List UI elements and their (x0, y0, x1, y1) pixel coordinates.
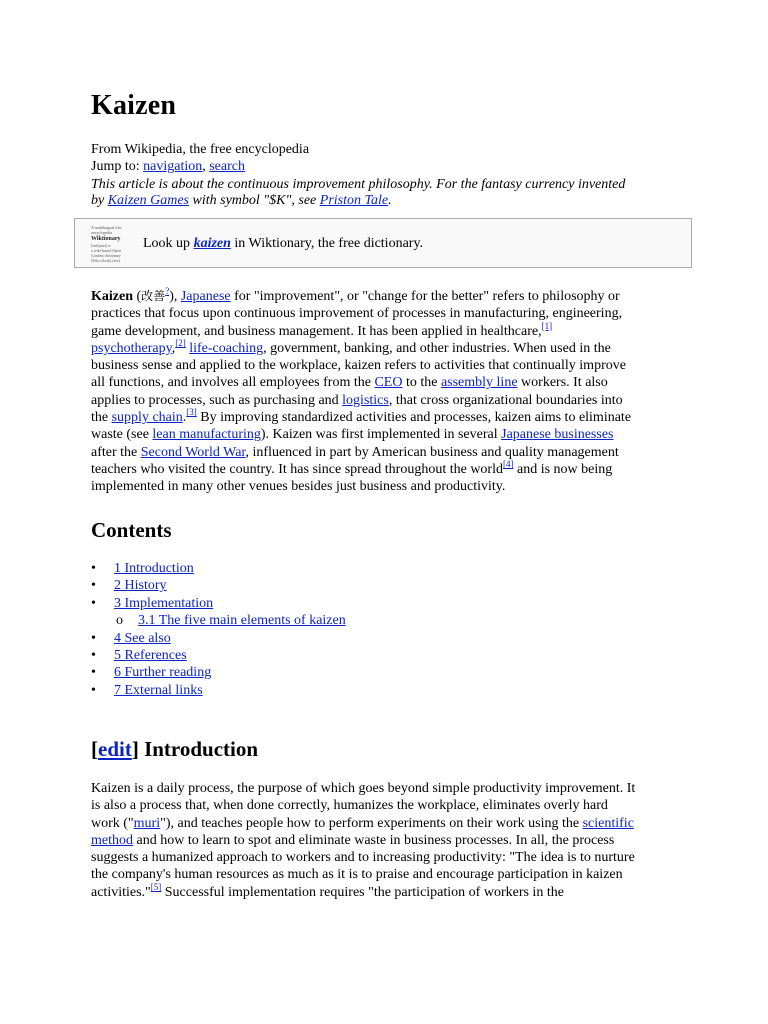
hatnote-line-1: This article is about the continuous improvement philosophy. For the fantasy currency invented (91, 177, 626, 192)
bold-term: Kaizen (91, 289, 133, 304)
wiktionary-suffix: in Wiktionary, the free dictionary. (230, 236, 424, 251)
text: for "improvement", or "change for the better" refers to philosophy or (230, 289, 620, 304)
paragraph-line: implemented in many other venues besides just business and productivity. (91, 479, 506, 495)
hatnote-text: . (388, 193, 392, 208)
supply-chain-link[interactable]: supply chain (111, 410, 183, 426)
bullet: • (91, 647, 96, 663)
text: , influenced in part by American business and quality management (245, 444, 619, 460)
logo-text: A multilingual free (91, 225, 122, 230)
text: ), (169, 289, 181, 304)
jump-links (91, 158, 245, 175)
hatnote-line-2 (91, 192, 392, 209)
logo-text: [wɪkʃənrɪ] n. (91, 243, 112, 248)
introduction-heading (91, 736, 258, 762)
toc-link-introduction[interactable]: 1 Introduction (114, 561, 194, 576)
toc-item (91, 595, 491, 612)
muri-link[interactable]: muri (133, 815, 161, 831)
text: and how to learn to spot and eliminate waste in business processes. In all, the process (133, 832, 615, 848)
text: after the (91, 444, 141, 460)
text: to the (402, 375, 441, 391)
toc-link-history[interactable]: 2 History (114, 578, 167, 594)
paragraph-line (91, 392, 681, 409)
paragraph-line: psychotherapy,[2] life-coaching, government, banking, and other industries. When used in the (91, 337, 611, 356)
paragraph-line: is also a process that, when done correctly, humanizes the workplace, eliminates overly hard (91, 798, 608, 814)
paragraph-line (91, 815, 681, 832)
bracket: ] (131, 737, 139, 761)
toc-item (91, 664, 491, 681)
paragraph-line (91, 881, 681, 901)
bullet: • (91, 630, 96, 646)
jump-prefix: Jump to: (91, 159, 144, 174)
edit-section-link[interactable]: edit (98, 737, 132, 761)
paragraph-line: the supply chain.[3] By improving standardized activities and processes, kaizen aims to eliminate (91, 407, 632, 426)
wiktionary-logo (91, 225, 135, 263)
ceo-link[interactable]: CEO (374, 375, 403, 391)
scientific-method-link[interactable]: method (91, 832, 133, 848)
text: workers. It also (517, 375, 608, 391)
jump-separator: , (202, 159, 210, 174)
psychotherapy-link[interactable]: psychotherapy (91, 340, 172, 356)
assembly-line-link[interactable]: assembly line (440, 375, 518, 391)
reference-link[interactable]: [1] (541, 320, 553, 331)
text: the (91, 410, 112, 426)
logo-text: Content dictionary (91, 253, 121, 258)
reference-link[interactable]: [3] (186, 407, 197, 418)
paragraph-line: practices that focus upon continuous improvement of processes in manufacturing, engineering, (91, 306, 623, 322)
introduction-paragraph (91, 780, 681, 901)
life-coaching-link[interactable]: life-coaching (189, 340, 264, 356)
wiktionary-text (143, 235, 423, 252)
text: "), and teaches people how to perform experiments on their work using the (160, 815, 583, 831)
contents-heading: Contents (91, 518, 172, 542)
paragraph-line (91, 458, 681, 478)
logo-text: a wiki-based Open (91, 248, 121, 253)
paragraph-line (91, 374, 681, 391)
wiktionary-term-link[interactable]: kaizen (193, 236, 231, 251)
text: ). Kaizen was first implemented in several (260, 427, 502, 443)
toc-link-implementation[interactable]: 3 Implementation (114, 595, 214, 611)
bullet: • (91, 561, 96, 576)
toc-item (91, 630, 491, 647)
paragraph-line (91, 426, 681, 443)
bullet: • (91, 665, 96, 681)
scientific-method-link[interactable]: scientific (582, 815, 634, 831)
paragraph-line: the company's human resources as much as it is to praise and encourage participation in kaizen (91, 867, 623, 883)
reference-link[interactable]: [5] (150, 881, 162, 892)
toc-item (91, 647, 491, 664)
text: applies to processes, such as purchasing and (91, 392, 343, 408)
japanese-businesses-link[interactable]: Japanese businesses (501, 427, 614, 443)
kanji-term: 改善 (141, 289, 166, 303)
text: work (" (91, 815, 134, 831)
paragraph-line: business sense and applied to the workplace, kaizen refers to activities that continually improve (91, 358, 626, 374)
toc-link-see-also[interactable]: 4 See also (114, 630, 171, 646)
text: all functions, and involves all employees from the (91, 375, 375, 391)
sub-bullet: o (116, 613, 123, 629)
toc-item (91, 682, 491, 699)
toc-item (91, 577, 491, 594)
text: activities." (91, 884, 151, 900)
wiktionary-box (74, 218, 692, 268)
paragraph-line (91, 288, 681, 305)
jump-navigation-link[interactable]: navigation (143, 159, 203, 174)
toc-link-five-elements[interactable]: 3.1 The five main elements of kaizen (138, 613, 346, 629)
paragraph-line: Kaizen is a daily process, the purpose of which goes beyond simple productivity improvement. It (91, 781, 636, 796)
toc-item (91, 612, 491, 629)
hatnote-text: by (91, 193, 108, 208)
text: By improving standardized activities and processes, kaizen aims to eliminate (196, 410, 632, 426)
reference-link[interactable]: [4] (502, 458, 514, 469)
pronunciation-help-link[interactable]: ? (165, 286, 170, 296)
toc-link-references[interactable]: 5 References (114, 647, 187, 663)
bracket: [ (91, 737, 98, 761)
page-title: Kaizen (91, 90, 177, 121)
priston-tale-link[interactable]: Priston Tale (319, 193, 389, 208)
text: , that cross organizational boundaries into (388, 392, 623, 408)
paragraph-line (91, 444, 681, 461)
lean-manufacturing-link[interactable]: lean manufacturing (152, 427, 261, 443)
text: waste (see (91, 427, 153, 443)
text: ( (133, 289, 142, 304)
paragraph-line: suggests a humanized approach to workers and to increasing productivity: "The idea is to nurture (91, 850, 635, 866)
bullet: • (91, 578, 96, 594)
hatnote-text: with symbol "$K", see (189, 193, 320, 208)
text: and is now being (513, 461, 613, 477)
table-of-contents (91, 560, 491, 699)
logistics-link[interactable]: logistics (342, 392, 389, 408)
toc-link-external-links[interactable]: 7 External links (114, 682, 203, 698)
text: game development, and business management. It has been applied in healthcare, (91, 323, 542, 339)
japanese-link[interactable]: Japanese (180, 289, 231, 304)
text: Successful implementation requires "the participation of workers in the (161, 884, 564, 900)
toc-link-further-reading[interactable]: 6 Further reading (114, 665, 212, 681)
reference-link[interactable]: [2] (175, 337, 186, 348)
jump-search-link[interactable]: search (209, 159, 245, 174)
text: teachers who visited the country. It has since spread throughout the world (91, 461, 503, 477)
text: , government, banking, and other industries. When used in the (263, 340, 611, 356)
logo-text: Wilco (look) (see) (91, 258, 121, 263)
site-subtitle: From Wikipedia, the free encyclopedia (91, 142, 310, 157)
section-title: Introduction (138, 737, 259, 761)
logo-text: encyclopedia (91, 230, 113, 235)
wiktionary-prefix: Look up (143, 236, 194, 251)
intro-paragraph (91, 288, 681, 496)
kaizen-games-link[interactable]: Kaizen Games (107, 193, 189, 208)
toc-item (91, 560, 491, 577)
paragraph-line (91, 832, 681, 849)
bullet: • (91, 595, 96, 611)
second-world-war-link[interactable]: Second World War (140, 444, 246, 460)
logo-brand: Wiktionary (91, 236, 121, 242)
bullet: • (91, 682, 96, 698)
